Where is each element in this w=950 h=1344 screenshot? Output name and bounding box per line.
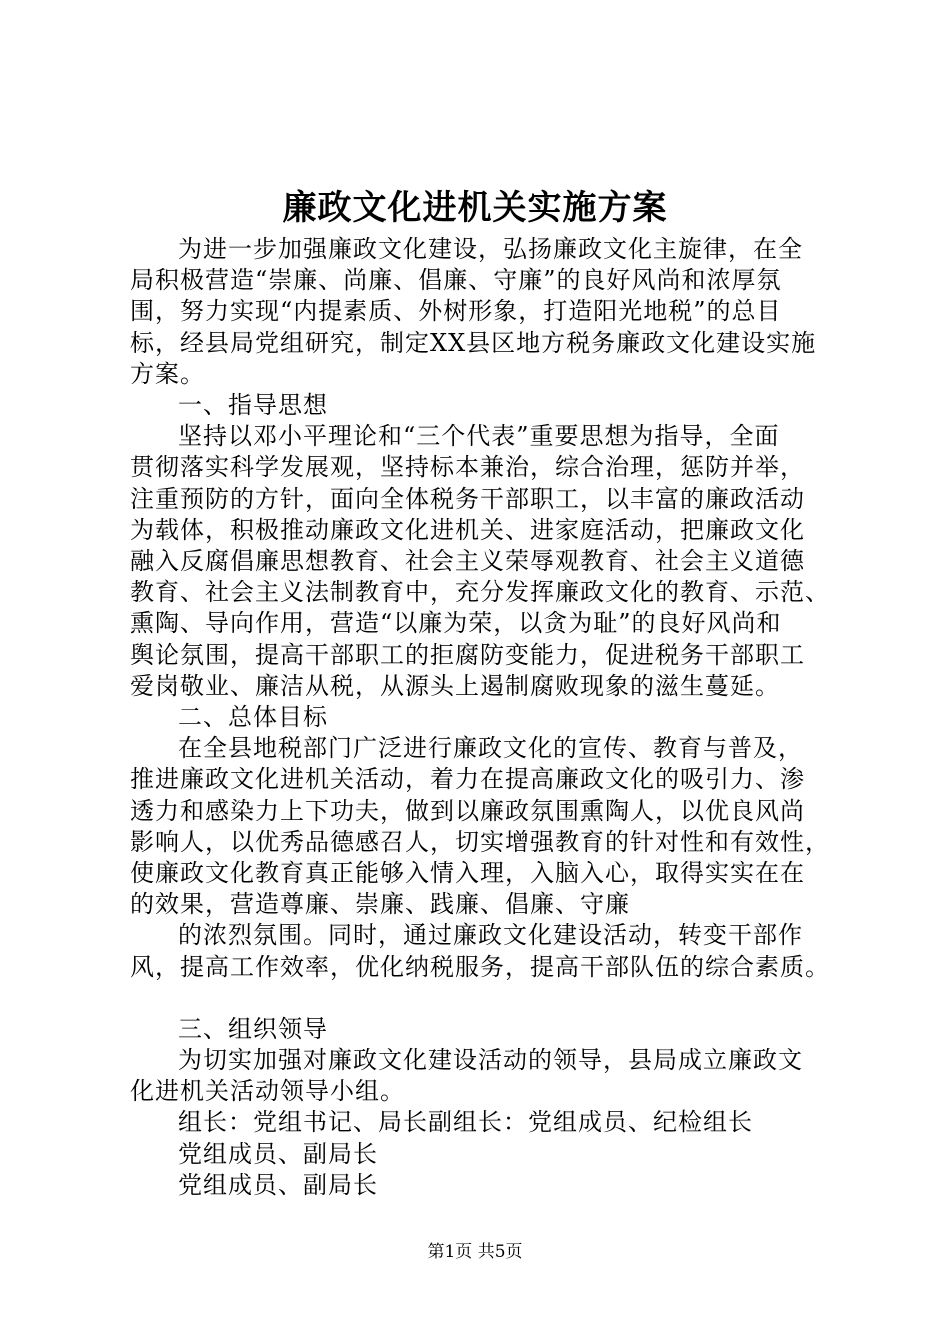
paragraph-goal-continued xyxy=(130,920,840,982)
text-line: 的浓烈氛围。同时，通过廉政文化建设活动，转变干部作 xyxy=(178,921,803,950)
text-line: 围，努力实现“内提素质、外树形象，打造阳光地税”的总目 xyxy=(130,297,782,326)
text-line: 坚持以邓小平理论和“三个代表”重要思想为指导，全面 xyxy=(178,422,780,451)
document-title: 廉政文化进机关实施方案 xyxy=(282,188,668,228)
text-line: 使廉政文化教育真正能够入情入理，入脑入心，取得实实在在 xyxy=(130,859,805,888)
text-line: 影响人，以优秀品德感召人，切实增强教育的针对性和有效性， xyxy=(130,827,830,856)
text-line: 融入反腐倡廉思想教育、社会主义荣辱观教育、社会主义道德 xyxy=(130,547,805,576)
member-line: 党组成员、副局长 xyxy=(178,1170,378,1199)
paragraph-organization xyxy=(130,1045,840,1107)
paragraph-intro xyxy=(130,234,840,390)
page-footer: 第1页 共5页 xyxy=(427,1242,523,1262)
section-heading-2 xyxy=(130,702,840,733)
text-line: 风，提高工作效率，优化纳税服务，提高干部队伍的综合素质。 xyxy=(130,952,830,981)
heading-text: 三、组织领导 xyxy=(178,1014,328,1043)
text-line: 舆论氛围，提高干部职工的拒腐防变能力，促进税务干部职工 xyxy=(130,640,805,669)
document-body xyxy=(130,234,840,1201)
member-line: 组长：党组书记、局长副组长：党组成员、纪检组长 xyxy=(178,1108,753,1137)
paragraph-overall-goal xyxy=(130,733,840,920)
text-line: 在全县地税部门广泛进行廉政文化的宣传、教育与普及， xyxy=(178,734,803,763)
text-line: 推进廉政文化进机关活动，着力在提高廉政文化的吸引力、渗 xyxy=(130,765,805,794)
heading-text: 二、总体目标 xyxy=(178,703,328,732)
text-line: 教育、社会主义法制教育中，充分发挥廉政文化的教育、示范、 xyxy=(130,578,830,607)
text-line: 化进机关活动领导小组。 xyxy=(130,1077,405,1106)
heading-text: 一、指导思想 xyxy=(178,391,328,420)
text-line: 熏陶、导向作用，营造“以廉为荣，以贪为耻”的良好风尚和 xyxy=(130,609,782,638)
paragraph-guiding-ideology xyxy=(130,421,840,702)
text-line: 方案。 xyxy=(130,359,205,388)
text-line: 标，经县局党组研究，制定XX县区地方税务廉政文化建设实施 xyxy=(130,328,817,357)
text-line: 为载体，积极推动廉政文化进机关、进家庭活动，把廉政文化 xyxy=(130,515,805,544)
text-line: 爱岗敬业、廉洁从税，从源头上遏制腐败现象的滋生蔓延。 xyxy=(130,671,780,700)
section-heading-1 xyxy=(130,390,840,421)
text-line: 为进一步加强廉政文化建设，弘扬廉政文化主旋律，在全 xyxy=(178,235,803,263)
text-line: 透力和感染力上下功夫，做到以廉政氛围熏陶人，以优良风尚 xyxy=(130,796,805,825)
text-line: 的效果，营造尊廉、崇廉、践廉、倡廉、守廉 xyxy=(130,890,630,919)
leadership-members xyxy=(130,1107,840,1201)
member-line: 党组成员、副局长 xyxy=(178,1139,378,1168)
text-line: 贯彻落实科学发展观，坚持标本兼治，综合治理，惩防并举， xyxy=(130,453,805,482)
text-line: 局积极营造“崇廉、尚廉、倡廉、守廉”的良好风尚和浓厚氛 xyxy=(130,266,782,295)
section-heading-3 xyxy=(130,1014,840,1045)
text-line: 为切实加强对廉政文化建设活动的领导，县局成立廉政文 xyxy=(178,1046,803,1075)
blank-line xyxy=(130,983,840,1014)
text-line: 注重预防的方针，面向全体税务干部职工，以丰富的廉政活动 xyxy=(130,484,805,513)
